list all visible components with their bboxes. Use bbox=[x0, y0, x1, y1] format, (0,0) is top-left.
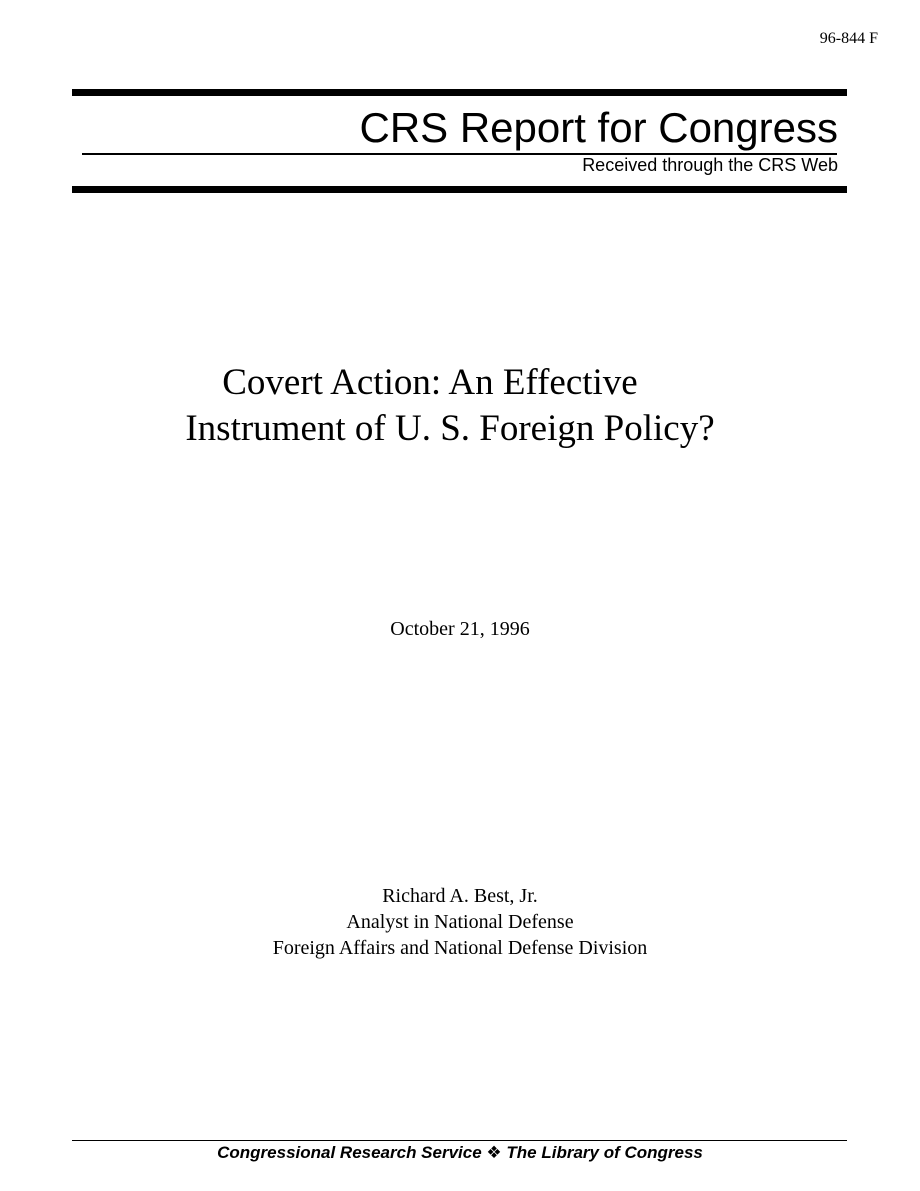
author-name: Richard A. Best, Jr. bbox=[382, 885, 538, 907]
author-position: Analyst in National Defense bbox=[346, 911, 574, 933]
footer-separator-icon: ❖ bbox=[486, 1143, 502, 1162]
masthead-subtitle: Received through the CRS Web bbox=[582, 155, 838, 175]
report-number: 96-844 F bbox=[819, 30, 878, 47]
footer bbox=[0, 1143, 920, 1163]
document-title bbox=[0, 360, 920, 452]
author-division: Foreign Affairs and National Defense Division bbox=[272, 937, 648, 959]
masthead-title: CRS Report for Congress bbox=[359, 104, 838, 151]
document-title-line-1: Covert Action: An Effective bbox=[222, 362, 638, 403]
footer-organization: Congressional Research Service bbox=[217, 1143, 482, 1162]
document-title-line-2: Instrument of U. S. Foreign Policy? bbox=[185, 408, 715, 449]
footer-library: The Library of Congress bbox=[506, 1143, 703, 1162]
footer-rule bbox=[72, 1140, 847, 1141]
author-block bbox=[0, 883, 920, 961]
masthead-top-rule bbox=[72, 89, 847, 96]
document-date: October 21, 1996 bbox=[390, 618, 530, 640]
masthead-bottom-rule bbox=[72, 186, 847, 193]
